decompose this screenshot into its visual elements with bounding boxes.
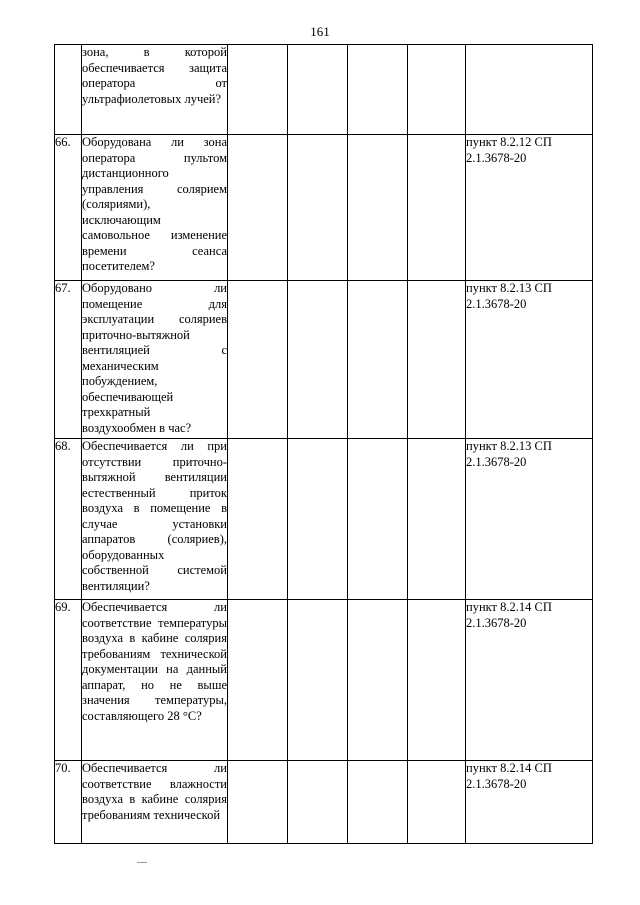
question-cell [82, 439, 228, 600]
reference-cell: пункт 8.2.14 СП 2.1.3678-20 [466, 761, 593, 844]
answer-no-cell[interactable] [288, 439, 348, 600]
reference-cell: пункт 8.2.12 СП 2.1.3678-20 [466, 135, 593, 281]
table-row [55, 281, 593, 439]
question-text: Оборудовано ли помещение для эксплуатации соляриев приточно-вытяжной вентиляцией с механическим побуждением, обеспечивающей трехкратный воздухообмен в час? [82, 281, 227, 435]
answer-no-cell[interactable] [288, 135, 348, 281]
reference-cell: пункт 8.2.14 СП 2.1.3678-20 [466, 600, 593, 761]
note-cell[interactable] [408, 45, 466, 135]
table-row [55, 439, 593, 600]
answer-yes-cell[interactable] [228, 281, 288, 439]
note-cell[interactable] [408, 135, 466, 281]
table-row [55, 135, 593, 281]
row-number: 70. [55, 761, 82, 844]
checklist-table [54, 44, 593, 844]
reference-cell: пункт 8.2.13 СП 2.1.3678-20 [466, 439, 593, 600]
table-row [55, 45, 593, 135]
note-cell[interactable] [408, 600, 466, 761]
answer-na-cell[interactable] [348, 45, 408, 135]
answer-na-cell[interactable] [348, 439, 408, 600]
answer-yes-cell[interactable] [228, 135, 288, 281]
question-text: Оборудована ли зона оператора пультом дистанционного управления солярием (соляриями), исключающим самовольное изменение времени сеанса посетителем? [82, 135, 227, 273]
table-row [55, 600, 593, 761]
question-text: Обеспечивается ли соответствие влажности воздуха в кабине солярия требованиям технической [82, 761, 227, 822]
answer-na-cell[interactable] [348, 600, 408, 761]
note-cell[interactable] [408, 761, 466, 844]
note-cell[interactable] [408, 281, 466, 439]
note-cell[interactable] [408, 439, 466, 600]
page-number: 161 [310, 24, 330, 39]
question-cell [82, 600, 228, 761]
scan-mark [137, 862, 147, 863]
answer-no-cell[interactable] [288, 45, 348, 135]
answer-na-cell[interactable] [348, 761, 408, 844]
row-number: 66. [55, 135, 82, 281]
answer-yes-cell[interactable] [228, 439, 288, 600]
question-text: Обеспечивается ли соответствие температуры воздуха в кабине солярия требованиям технической документации на данный аппарат, но не выше значения температуры, составляющего 28 °С? [82, 600, 227, 723]
question-text: Обеспечивается ли при отсутствии приточно-вытяжной вентиляции естественный приток воздуха в помещение в случае установки аппаратов (соляриев), оборудованных собственной системой вентиляции? [82, 439, 227, 593]
answer-no-cell[interactable] [288, 281, 348, 439]
answer-no-cell[interactable] [288, 761, 348, 844]
question-cell [82, 281, 228, 439]
answer-no-cell[interactable] [288, 600, 348, 761]
row-number: 67. [55, 281, 82, 439]
question-cell [82, 135, 228, 281]
answer-na-cell[interactable] [348, 135, 408, 281]
row-number [55, 45, 82, 135]
reference-cell: пункт 8.2.13 СП 2.1.3678-20 [466, 281, 593, 439]
table-row [55, 761, 593, 844]
answer-yes-cell[interactable] [228, 45, 288, 135]
row-number: 69. [55, 600, 82, 761]
reference-cell [466, 45, 593, 135]
answer-na-cell[interactable] [348, 281, 408, 439]
answer-yes-cell[interactable] [228, 600, 288, 761]
question-text: зона, в которой обеспечивается защита оператора от ультрафиолетовых лучей? [82, 45, 227, 106]
question-cell [82, 45, 228, 135]
answer-yes-cell[interactable] [228, 761, 288, 844]
row-number: 68. [55, 439, 82, 600]
question-cell [82, 761, 228, 844]
